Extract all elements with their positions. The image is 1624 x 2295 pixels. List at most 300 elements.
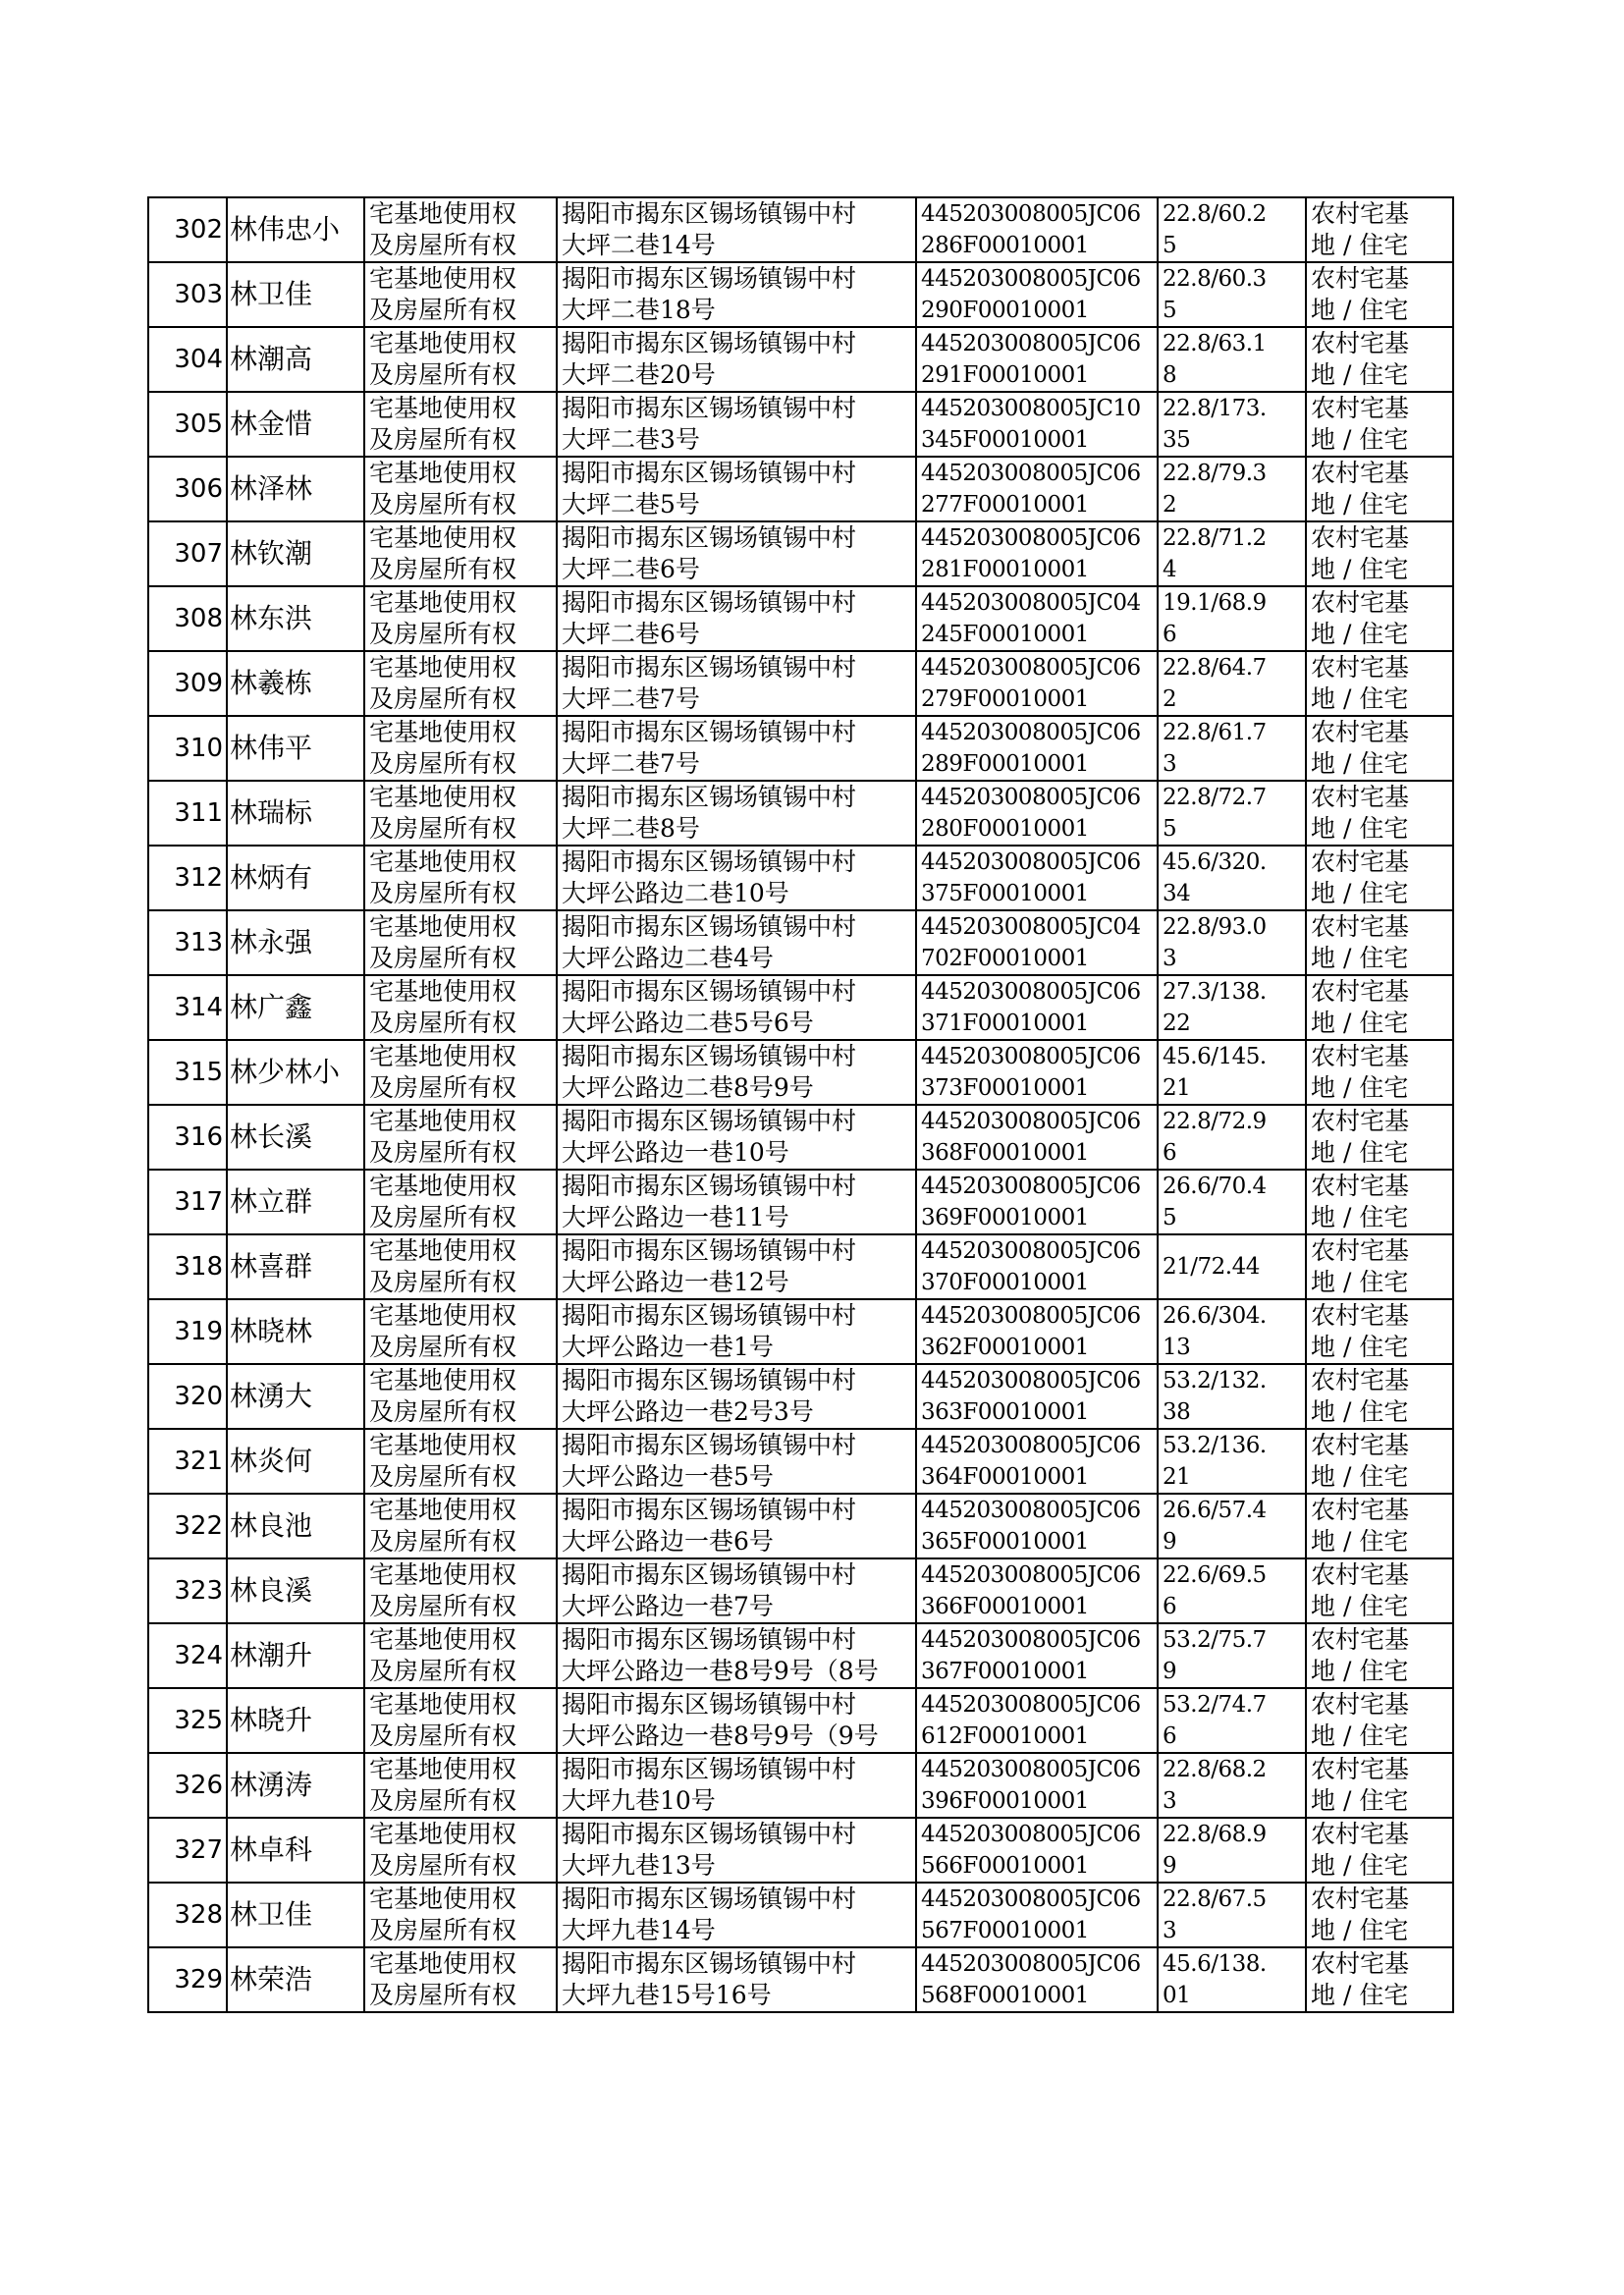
property-address [557, 1364, 916, 1429]
right-type [364, 975, 557, 1040]
area-value [1158, 1429, 1306, 1494]
area-value-line: 22.8/79.3 [1163, 461, 1267, 486]
row-number: 304 [148, 327, 227, 392]
right-type [364, 1040, 557, 1105]
right-type-line: 及房屋所有权 [369, 944, 517, 972]
area-value [1158, 781, 1306, 846]
unit-code-line: 445203008005JC06 [921, 1368, 1141, 1393]
land-use-line: 农村宅基 [1311, 1042, 1410, 1070]
land-use-line: 地 / 住宅 [1311, 231, 1409, 259]
right-type-line: 宅基地使用权 [369, 394, 517, 422]
property-address [557, 457, 916, 521]
land-use-line: 农村宅基 [1311, 1496, 1410, 1524]
area-value-line: 8 [1163, 362, 1177, 388]
right-type [364, 457, 557, 521]
table-row [148, 327, 1453, 392]
property-address-line: 大坪公路边二巷5号6号 [562, 1009, 814, 1037]
owner-name: 林湧涛 [227, 1753, 364, 1818]
unit-code-line: 363F00010001 [921, 1399, 1089, 1425]
property-address-line: 大坪公路边一巷2号3号 [562, 1397, 814, 1426]
area-value-line: 22.8/61.7 [1163, 720, 1267, 745]
unit-code-line: 445203008005JC06 [921, 720, 1141, 745]
unit-code [916, 846, 1158, 910]
property-address-line: 揭阳市揭东区锡场镇锡中村 [562, 199, 857, 228]
area-value-line: 6 [1163, 1140, 1177, 1166]
property-address-line: 大坪九巷10号 [562, 1786, 716, 1815]
land-use-line: 农村宅基 [1311, 1560, 1410, 1589]
unit-code-line: 368F00010001 [921, 1140, 1089, 1166]
right-type [364, 392, 557, 457]
area-value [1158, 392, 1306, 457]
area-value [1158, 1105, 1306, 1170]
property-address-line: 大坪公路边一巷1号 [562, 1333, 774, 1361]
owner-name: 林荣浩 [227, 1947, 364, 2012]
area-value-line: 3 [1163, 751, 1177, 777]
land-use [1306, 1688, 1453, 1753]
unit-code-line: 445203008005JC04 [921, 590, 1141, 616]
table-row [148, 586, 1453, 651]
row-number: 316 [148, 1105, 227, 1170]
table-row [148, 392, 1453, 457]
land-use-line: 农村宅基 [1311, 1625, 1410, 1654]
area-value [1158, 1688, 1306, 1753]
owner-name: 林长溪 [227, 1105, 364, 1170]
unit-code-line: 445203008005JC06 [921, 1109, 1141, 1134]
area-value-line: 22 [1163, 1011, 1191, 1036]
land-use-line: 农村宅基 [1311, 1885, 1410, 1913]
owner-name: 林潮高 [227, 327, 364, 392]
row-number: 322 [148, 1494, 227, 1558]
property-address-line: 揭阳市揭东区锡场镇锡中村 [562, 1560, 857, 1589]
land-use [1306, 1299, 1453, 1364]
table-row [148, 1623, 1453, 1688]
land-use-line: 地 / 住宅 [1311, 555, 1409, 583]
unit-code-line: 375F00010001 [921, 881, 1089, 906]
area-value-line: 21 [1163, 1075, 1191, 1101]
area-value [1158, 1234, 1306, 1299]
right-type-line: 及房屋所有权 [369, 1592, 517, 1620]
row-number: 327 [148, 1818, 227, 1883]
land-use [1306, 1170, 1453, 1234]
row-number: 302 [148, 197, 227, 262]
area-value-line: 21/72.44 [1163, 1254, 1260, 1280]
right-type-line: 宅基地使用权 [369, 1755, 517, 1783]
land-use [1306, 457, 1453, 521]
land-use [1306, 1818, 1453, 1883]
unit-code-line: 612F00010001 [921, 1723, 1089, 1749]
table-row [148, 197, 1453, 262]
land-use-line: 地 / 住宅 [1311, 1073, 1409, 1102]
land-use-line: 地 / 住宅 [1311, 425, 1409, 454]
right-type [364, 1688, 557, 1753]
property-address [557, 1818, 916, 1883]
property-address-line: 揭阳市揭东区锡场镇锡中村 [562, 523, 857, 552]
property-address-line: 大坪公路边一巷11号 [562, 1203, 789, 1231]
row-number: 320 [148, 1364, 227, 1429]
unit-code [916, 1947, 1158, 2012]
area-value [1158, 457, 1306, 521]
right-type-line: 宅基地使用权 [369, 977, 517, 1006]
property-address [557, 392, 916, 457]
unit-code [916, 651, 1158, 716]
unit-code [916, 1105, 1158, 1170]
land-use [1306, 521, 1453, 586]
property-address-line: 大坪公路边一巷12号 [562, 1268, 789, 1296]
area-value-line: 2 [1163, 686, 1177, 712]
right-type [364, 521, 557, 586]
unit-code-line: 290F00010001 [921, 298, 1089, 323]
row-number: 309 [148, 651, 227, 716]
land-use-line: 农村宅基 [1311, 1820, 1410, 1848]
right-type [364, 716, 557, 781]
owner-name: 林潮升 [227, 1623, 364, 1688]
area-value-line: 45.6/145. [1163, 1044, 1267, 1069]
owner-name: 林卫佳 [227, 1883, 364, 1947]
land-use-line: 农村宅基 [1311, 783, 1410, 811]
area-value-line: 13 [1163, 1335, 1191, 1360]
land-use-line: 农村宅基 [1311, 1431, 1410, 1459]
unit-code-line: 445203008005JC06 [921, 1044, 1141, 1069]
unit-code-line: 445203008005JC04 [921, 914, 1141, 940]
property-address-line: 揭阳市揭东区锡场镇锡中村 [562, 1690, 857, 1719]
land-use-line: 地 / 住宅 [1311, 1333, 1409, 1361]
owner-name: 林少林小 [227, 1040, 364, 1105]
property-address-line: 揭阳市揭东区锡场镇锡中村 [562, 1949, 857, 1978]
unit-code [916, 392, 1158, 457]
area-value-line: 53.2/75.7 [1163, 1627, 1267, 1653]
right-type-line: 宅基地使用权 [369, 1949, 517, 1978]
right-type-line: 宅基地使用权 [369, 718, 517, 746]
unit-code-line: 362F00010001 [921, 1335, 1089, 1360]
right-type [364, 1105, 557, 1170]
land-use-line: 地 / 住宅 [1311, 1138, 1409, 1167]
right-type-line: 及房屋所有权 [369, 1203, 517, 1231]
unit-code [916, 1883, 1158, 1947]
row-number: 315 [148, 1040, 227, 1105]
property-address [557, 910, 916, 975]
table-row [148, 1429, 1453, 1494]
area-value-line: 4 [1163, 557, 1177, 582]
property-address-line: 大坪公路边一巷5号 [562, 1462, 774, 1491]
area-value-line: 22.8/71.2 [1163, 525, 1267, 551]
right-type-line: 及房屋所有权 [369, 1851, 517, 1880]
right-type-line: 及房屋所有权 [369, 620, 517, 648]
table-row [148, 1170, 1453, 1234]
property-address [557, 781, 916, 846]
area-value-line: 9 [1163, 1529, 1177, 1555]
property-address [557, 197, 916, 262]
land-use-line: 农村宅基 [1311, 1949, 1410, 1978]
land-use-line: 地 / 住宅 [1311, 620, 1409, 648]
right-type-line: 宅基地使用权 [369, 588, 517, 617]
right-type-line: 及房屋所有权 [369, 1333, 517, 1361]
right-type-line: 宅基地使用权 [369, 1301, 517, 1330]
area-value-line: 53.2/132. [1163, 1368, 1267, 1393]
land-use-line: 农村宅基 [1311, 329, 1410, 357]
property-address-line: 揭阳市揭东区锡场镇锡中村 [562, 394, 857, 422]
area-value-line: 26.6/70.4 [1163, 1174, 1267, 1199]
area-value [1158, 716, 1306, 781]
land-use-line: 农村宅基 [1311, 1366, 1410, 1394]
area-value [1158, 1040, 1306, 1105]
right-type [364, 1234, 557, 1299]
area-value-line: 22.8/93.0 [1163, 914, 1267, 940]
table-row [148, 1494, 1453, 1558]
property-address-line: 大坪公路边二巷10号 [562, 879, 789, 907]
unit-code-line: 373F00010001 [921, 1075, 1089, 1101]
land-use-line: 地 / 住宅 [1311, 1851, 1409, 1880]
right-type [364, 1429, 557, 1494]
unit-code-line: 445203008005JC06 [921, 785, 1141, 810]
right-type-line: 宅基地使用权 [369, 1431, 517, 1459]
table-row [148, 781, 1453, 846]
area-value-line: 53.2/74.7 [1163, 1692, 1267, 1718]
unit-code [916, 1818, 1158, 1883]
area-value [1158, 1299, 1306, 1364]
right-type [364, 846, 557, 910]
row-number: 313 [148, 910, 227, 975]
property-address-line: 揭阳市揭东区锡场镇锡中村 [562, 1366, 857, 1394]
table-row [148, 1688, 1453, 1753]
unit-code-line: 445203008005JC06 [921, 1174, 1141, 1199]
land-use-line: 地 / 住宅 [1311, 1916, 1409, 1944]
unit-code-line: 702F00010001 [921, 946, 1089, 971]
area-value-line: 22.8/60.2 [1163, 201, 1267, 227]
row-number: 319 [148, 1299, 227, 1364]
area-value-line: 3 [1163, 1788, 1177, 1814]
land-use-line: 地 / 住宅 [1311, 1268, 1409, 1296]
owner-name: 林良溪 [227, 1558, 364, 1623]
land-use-line: 农村宅基 [1311, 1172, 1410, 1200]
row-number: 312 [148, 846, 227, 910]
unit-code-line: 445203008005JC06 [921, 1951, 1141, 1977]
table-row [148, 1364, 1453, 1429]
property-address-line: 大坪公路边一巷6号 [562, 1527, 774, 1556]
area-value [1158, 1170, 1306, 1234]
table-body [148, 197, 1453, 2012]
land-use-line: 农村宅基 [1311, 912, 1410, 941]
right-type-line: 宅基地使用权 [369, 1820, 517, 1848]
property-address-line: 揭阳市揭东区锡场镇锡中村 [562, 1107, 857, 1135]
land-use [1306, 1753, 1453, 1818]
owner-name: 林金惜 [227, 392, 364, 457]
table-row [148, 1040, 1453, 1105]
right-type-line: 宅基地使用权 [369, 783, 517, 811]
area-value [1158, 1818, 1306, 1883]
table-row [148, 1818, 1453, 1883]
unit-code-line: 277F00010001 [921, 492, 1089, 518]
right-type [364, 781, 557, 846]
unit-code-line: 279F00010001 [921, 686, 1089, 712]
unit-code-line: 445203008005JC06 [921, 849, 1141, 875]
right-type-line: 及房屋所有权 [369, 814, 517, 843]
area-value-line: 22.8/67.5 [1163, 1886, 1267, 1912]
property-address-line: 揭阳市揭东区锡场镇锡中村 [562, 1820, 857, 1848]
right-type-line: 及房屋所有权 [369, 1981, 517, 2009]
land-use [1306, 586, 1453, 651]
property-address [557, 975, 916, 1040]
unit-code [916, 910, 1158, 975]
area-value [1158, 327, 1306, 392]
right-type-line: 宅基地使用权 [369, 523, 517, 552]
unit-code [916, 262, 1158, 327]
owner-name: 林钦潮 [227, 521, 364, 586]
right-type-line: 宅基地使用权 [369, 329, 517, 357]
right-type [364, 586, 557, 651]
unit-code-line: 445203008005JC06 [921, 1498, 1141, 1523]
right-type-line: 宅基地使用权 [369, 847, 517, 876]
right-type [364, 910, 557, 975]
unit-code-line: 445203008005JC06 [921, 201, 1141, 227]
land-use-line: 农村宅基 [1311, 264, 1410, 293]
property-address [557, 651, 916, 716]
unit-code-line: 445203008005JC06 [921, 1303, 1141, 1329]
area-value [1158, 586, 1306, 651]
land-use [1306, 1494, 1453, 1558]
property-address [557, 1040, 916, 1105]
table-row [148, 846, 1453, 910]
table-row [148, 1105, 1453, 1170]
land-use-line: 地 / 住宅 [1311, 1462, 1409, 1491]
property-address [557, 1429, 916, 1494]
row-number: 328 [148, 1883, 227, 1947]
area-value [1158, 1753, 1306, 1818]
area-value [1158, 651, 1306, 716]
unit-code-line: 445203008005JC06 [921, 1822, 1141, 1847]
table-row [148, 1299, 1453, 1364]
unit-code-line: 445203008005JC06 [921, 1238, 1141, 1264]
area-value [1158, 1494, 1306, 1558]
land-use-line: 地 / 住宅 [1311, 749, 1409, 778]
property-address-line: 揭阳市揭东区锡场镇锡中村 [562, 1625, 857, 1654]
right-type-line: 及房屋所有权 [369, 749, 517, 778]
owner-name: 林炳有 [227, 846, 364, 910]
property-address-line: 大坪二巷14号 [562, 231, 716, 259]
right-type [364, 1558, 557, 1623]
unit-code-line: 445203008005JC06 [921, 266, 1141, 292]
right-type-line: 及房屋所有权 [369, 360, 517, 389]
land-use-line: 农村宅基 [1311, 653, 1410, 682]
land-use [1306, 392, 1453, 457]
unit-code-line: 366F00010001 [921, 1594, 1089, 1619]
right-type-line: 宅基地使用权 [369, 1107, 517, 1135]
property-address [557, 1105, 916, 1170]
property-address-line: 大坪公路边一巷8号9号（8号 [562, 1657, 879, 1685]
row-number: 321 [148, 1429, 227, 1494]
area-value-line: 22.6/69.5 [1163, 1562, 1267, 1588]
property-address-line: 揭阳市揭东区锡场镇锡中村 [562, 1755, 857, 1783]
property-address-line: 大坪二巷20号 [562, 360, 716, 389]
unit-code-line: 365F00010001 [921, 1529, 1089, 1555]
row-number: 303 [148, 262, 227, 327]
property-address [557, 521, 916, 586]
unit-code [916, 1299, 1158, 1364]
unit-code [916, 1040, 1158, 1105]
unit-code [916, 1688, 1158, 1753]
right-type [364, 1947, 557, 2012]
owner-name: 林晓林 [227, 1299, 364, 1364]
area-value-line: 5 [1163, 233, 1177, 258]
property-address-line: 大坪公路边二巷8号9号 [562, 1073, 814, 1102]
unit-code-line: 445203008005JC06 [921, 979, 1141, 1005]
property-address-line: 大坪二巷8号 [562, 814, 700, 843]
right-type [364, 1818, 557, 1883]
area-value-line: 9 [1163, 1853, 1177, 1879]
land-use-line: 地 / 住宅 [1311, 360, 1409, 389]
area-value-line: 27.3/138. [1163, 979, 1267, 1005]
right-type-line: 及房屋所有权 [369, 1916, 517, 1944]
area-value-line: 22.8/68.9 [1163, 1822, 1267, 1847]
right-type-line: 宅基地使用权 [369, 1560, 517, 1589]
right-type-line: 及房屋所有权 [369, 1657, 517, 1685]
land-use [1306, 1105, 1453, 1170]
area-value [1158, 197, 1306, 262]
owner-name: 林炎何 [227, 1429, 364, 1494]
owner-name: 林晓升 [227, 1688, 364, 1753]
property-address-line: 揭阳市揭东区锡场镇锡中村 [562, 1885, 857, 1913]
land-use-line: 地 / 住宅 [1311, 1981, 1409, 2009]
unit-code-line: 364F00010001 [921, 1464, 1089, 1490]
area-value-line: 22.8/60.3 [1163, 266, 1267, 292]
property-address-line: 大坪二巷6号 [562, 555, 700, 583]
land-use-line: 地 / 住宅 [1311, 1592, 1409, 1620]
row-number: 306 [148, 457, 227, 521]
land-use-line: 农村宅基 [1311, 1236, 1410, 1265]
area-value-line: 5 [1163, 1205, 1177, 1230]
right-type-line: 宅基地使用权 [369, 459, 517, 487]
unit-code-line: 568F00010001 [921, 1983, 1089, 2008]
property-address-line: 揭阳市揭东区锡场镇锡中村 [562, 912, 857, 941]
owner-name: 林伟平 [227, 716, 364, 781]
right-type-line: 宅基地使用权 [369, 1172, 517, 1200]
property-address-line: 揭阳市揭东区锡场镇锡中村 [562, 718, 857, 746]
unit-code [916, 457, 1158, 521]
right-type [364, 1364, 557, 1429]
land-use-line: 农村宅基 [1311, 1107, 1410, 1135]
property-address-line: 大坪二巷7号 [562, 684, 700, 713]
property-address [557, 1688, 916, 1753]
property-address [557, 586, 916, 651]
right-type [364, 197, 557, 262]
area-value-line: 22.8/72.7 [1163, 785, 1267, 810]
land-use-line: 农村宅基 [1311, 718, 1410, 746]
table-row [148, 1753, 1453, 1818]
unit-code-line: 369F00010001 [921, 1205, 1089, 1230]
row-number: 314 [148, 975, 227, 1040]
unit-code-line: 445203008005JC06 [921, 655, 1141, 681]
land-use [1306, 1947, 1453, 2012]
land-use-line: 农村宅基 [1311, 394, 1410, 422]
owner-name: 林广鑫 [227, 975, 364, 1040]
land-use-line: 农村宅基 [1311, 1755, 1410, 1783]
area-value [1158, 1947, 1306, 2012]
row-number: 308 [148, 586, 227, 651]
right-type-line: 及房屋所有权 [369, 555, 517, 583]
unit-code-line: 566F00010001 [921, 1853, 1089, 1879]
property-address-line: 揭阳市揭东区锡场镇锡中村 [562, 1172, 857, 1200]
right-type-line: 宅基地使用权 [369, 1496, 517, 1524]
area-value-line: 6 [1163, 622, 1177, 647]
property-address-line: 揭阳市揭东区锡场镇锡中村 [562, 1301, 857, 1330]
land-use-line: 农村宅基 [1311, 199, 1410, 228]
land-use [1306, 1558, 1453, 1623]
land-use [1306, 975, 1453, 1040]
right-type-line: 宅基地使用权 [369, 199, 517, 228]
row-number: 325 [148, 1688, 227, 1753]
table-row [148, 910, 1453, 975]
property-address [557, 1753, 916, 1818]
owner-name: 林卓科 [227, 1818, 364, 1883]
